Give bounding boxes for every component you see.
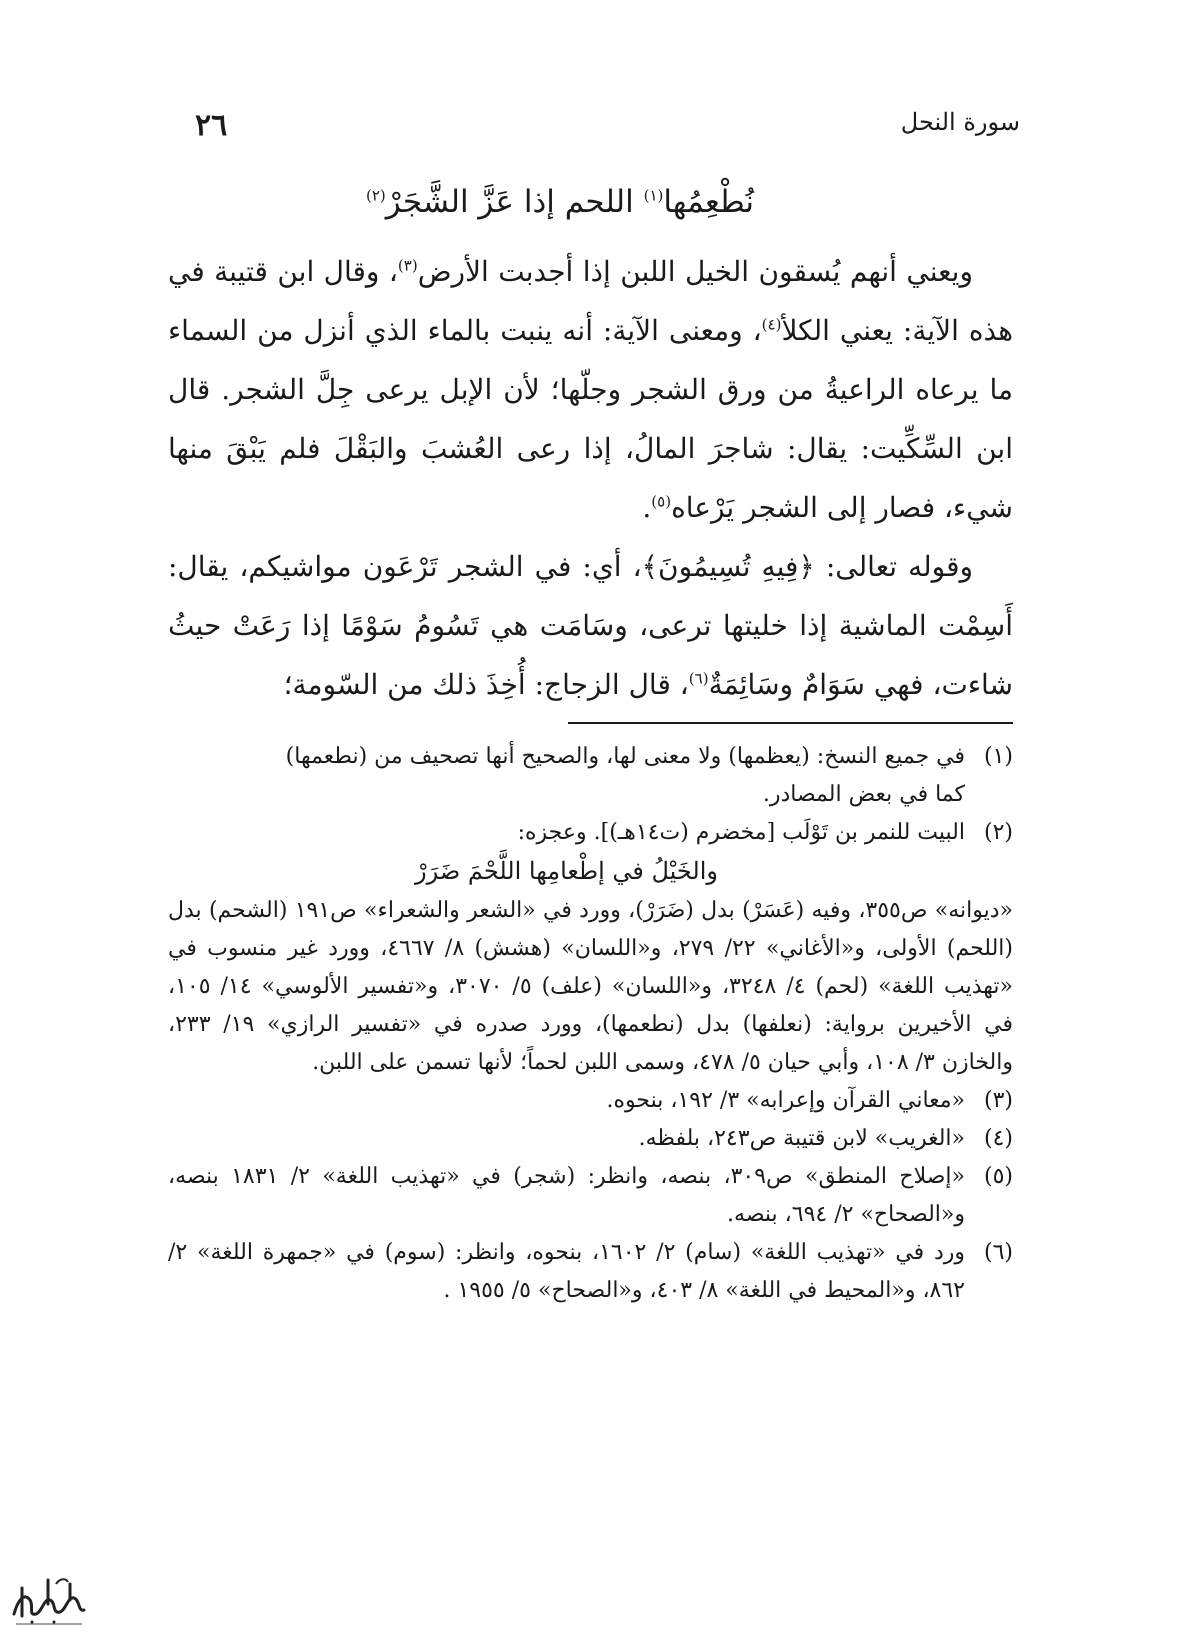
footnote-number: (٦): [983, 1240, 1013, 1265]
verse-line: [260, 180, 860, 224]
footnote-ref[interactable]: (٦): [688, 669, 709, 688]
paragraph: [168, 242, 1013, 537]
footnote-text: ورد في «تهذيب اللغة» (سام) ٢/ ١٦٠٢، بنحوه، وانظر: (سوم) في «جمهرة اللغة» ٢/ ٨٦٢، و«المحيط في اللغة» ٨/ ٤٠٣، و«الصحاح» ٥/ ١٩٥٥ .: [168, 1240, 965, 1303]
surah-title: سورة النحل: [900, 108, 1020, 136]
footnotes: [168, 738, 1013, 1310]
text-run: ، وقال ابن قتيبة في هذه الآية: يعني الكلأ: [168, 255, 1013, 347]
footnote-ref[interactable]: (٣): [397, 256, 418, 275]
footnote-text: كما في بعض المصادر.: [762, 782, 965, 807]
footnote-text: «الغريب» لابن قتيبة ص٢٤٣، بلفظه.: [638, 1126, 965, 1151]
footnote-ref[interactable]: (١): [643, 186, 664, 205]
verse-text: نُطْعِمُها: [663, 184, 755, 220]
text-run: .: [642, 491, 652, 524]
verse-text-cont: اللحم إذا عَزَّ الشَّجَرْ: [385, 184, 644, 220]
footnote-6: [168, 1234, 1013, 1310]
calligraphic-stamp-icon: [8, 1570, 90, 1632]
footnote-text: البيت للنمر بن تَوْلَب [مخضرم (ت١٤هـ)]. وعجزه:: [517, 820, 965, 845]
footnote-text: في جميع النسخ: (يعظمها) ولا معنى لها، والصحيح أنها تصحيف من (نطعمها): [285, 744, 965, 769]
text-run: ، قال الزجاج: أُخِذَ ذلك من السّومة؛: [283, 668, 689, 701]
page-number: ٢٦: [195, 108, 228, 143]
text-run: وقوله تعالى: ﴿فِيهِ تُسِيمُونَ﴾، أي: في الشجر تَرْعَون مواشيكم، يقال: أَسِمْت الماشية إذا خليتها ترعى، وسَامَت هي تَسُومُ سَوْمًا إذا رَعَتْ حيثُ شاءت، فهي سَوَامٌ وسَائِمَةٌ: [168, 550, 1013, 701]
footnote-number: (٥): [983, 1164, 1013, 1189]
main-text: [168, 242, 1013, 714]
footnote-number: (٣): [983, 1088, 1013, 1113]
footnote-5: [168, 1158, 1013, 1234]
footnote-4: [168, 1120, 1013, 1158]
poem-hemistich: والخَيْلُ في إطْعامِها اللَّحْمَ ضَرَرْ: [415, 857, 718, 885]
footnote-number: (٢): [983, 820, 1013, 845]
footnote-text: «إصلاح المنطق» ص٣٠٩، بنصه، وانظر: (شجر) في «تهذيب اللغة» ٢/ ١٨٣١ بنصه، و«الصحاح» ٢/ ٦٩٤، بنصه.: [168, 1164, 965, 1227]
footnote-text: «معاني القرآن وإعرابه» ٣/ ١٩٢، بنحوه.: [606, 1088, 965, 1113]
footnote-text: «ديوانه» ص٣٥٥، وفيه (عَسَرْ) بدل (ضَرَرْ)، وورد في «الشعر والشعراء» ص١٩١ (الشحم) بدل (اللحم) الأولى، و«الأغاني» ٢٢/ ٢٧٩، و«اللسان» (هشش) ٨/ ٤٦٦٧، وورد غير منسوب في «تهذيب اللغة» (لحم) ٤/ ٣٢٤٨، و«اللسان» (علف) ٥/ ٣٠٧٠، و«تفسير الألوسي» ١٤/ ١٠٥، في الأخيرين برواية: (نعلفها) بدل (نطعمها)، وورد صدره في «تفسير الرازي» ١٩/ ٢٣٣، والخازن ٣/ ١٠٨، وأبي حيان ٥/ ٤٧٨، وسمى اللبن لحماً؛ لأنها تسمن على اللبن.: [168, 898, 1014, 1075]
footnote-ref[interactable]: (٥): [651, 492, 672, 511]
text-run: ويعني أنهم يُسقون الخيل اللبن إذا أجدبت الأرض: [417, 255, 973, 288]
stamp-graphic: [8, 1570, 90, 1632]
footnote-number: (٤): [983, 1126, 1013, 1151]
footnote-number: (١): [983, 744, 1013, 769]
footnote-ref[interactable]: (٢): [365, 186, 386, 205]
footnote-1: [168, 738, 1013, 814]
footnote-ref[interactable]: (٤): [761, 315, 782, 334]
footnote-2: [168, 814, 1013, 1082]
text-run: ، ومعنى الآية: أنه ينبت بالماء الذي أنزل من السماء ما يرعاه الراعيةُ من ورق الشجر وجلّها؛ لأن الإبل يرعى جِلَّ الشجر. قال ابن السِّكِّيت: يقال: شاجرَ المالُ، إذا رعى العُشبَ والبَقْلَ فلم يَبْقَ منها شيء، فصار إلى الشجر يَرْعاه: [168, 314, 1013, 524]
paragraph: [168, 537, 1013, 714]
footnote-3: [168, 1082, 1013, 1120]
footnote-separator: [568, 722, 1013, 724]
page-header: [195, 100, 1020, 150]
